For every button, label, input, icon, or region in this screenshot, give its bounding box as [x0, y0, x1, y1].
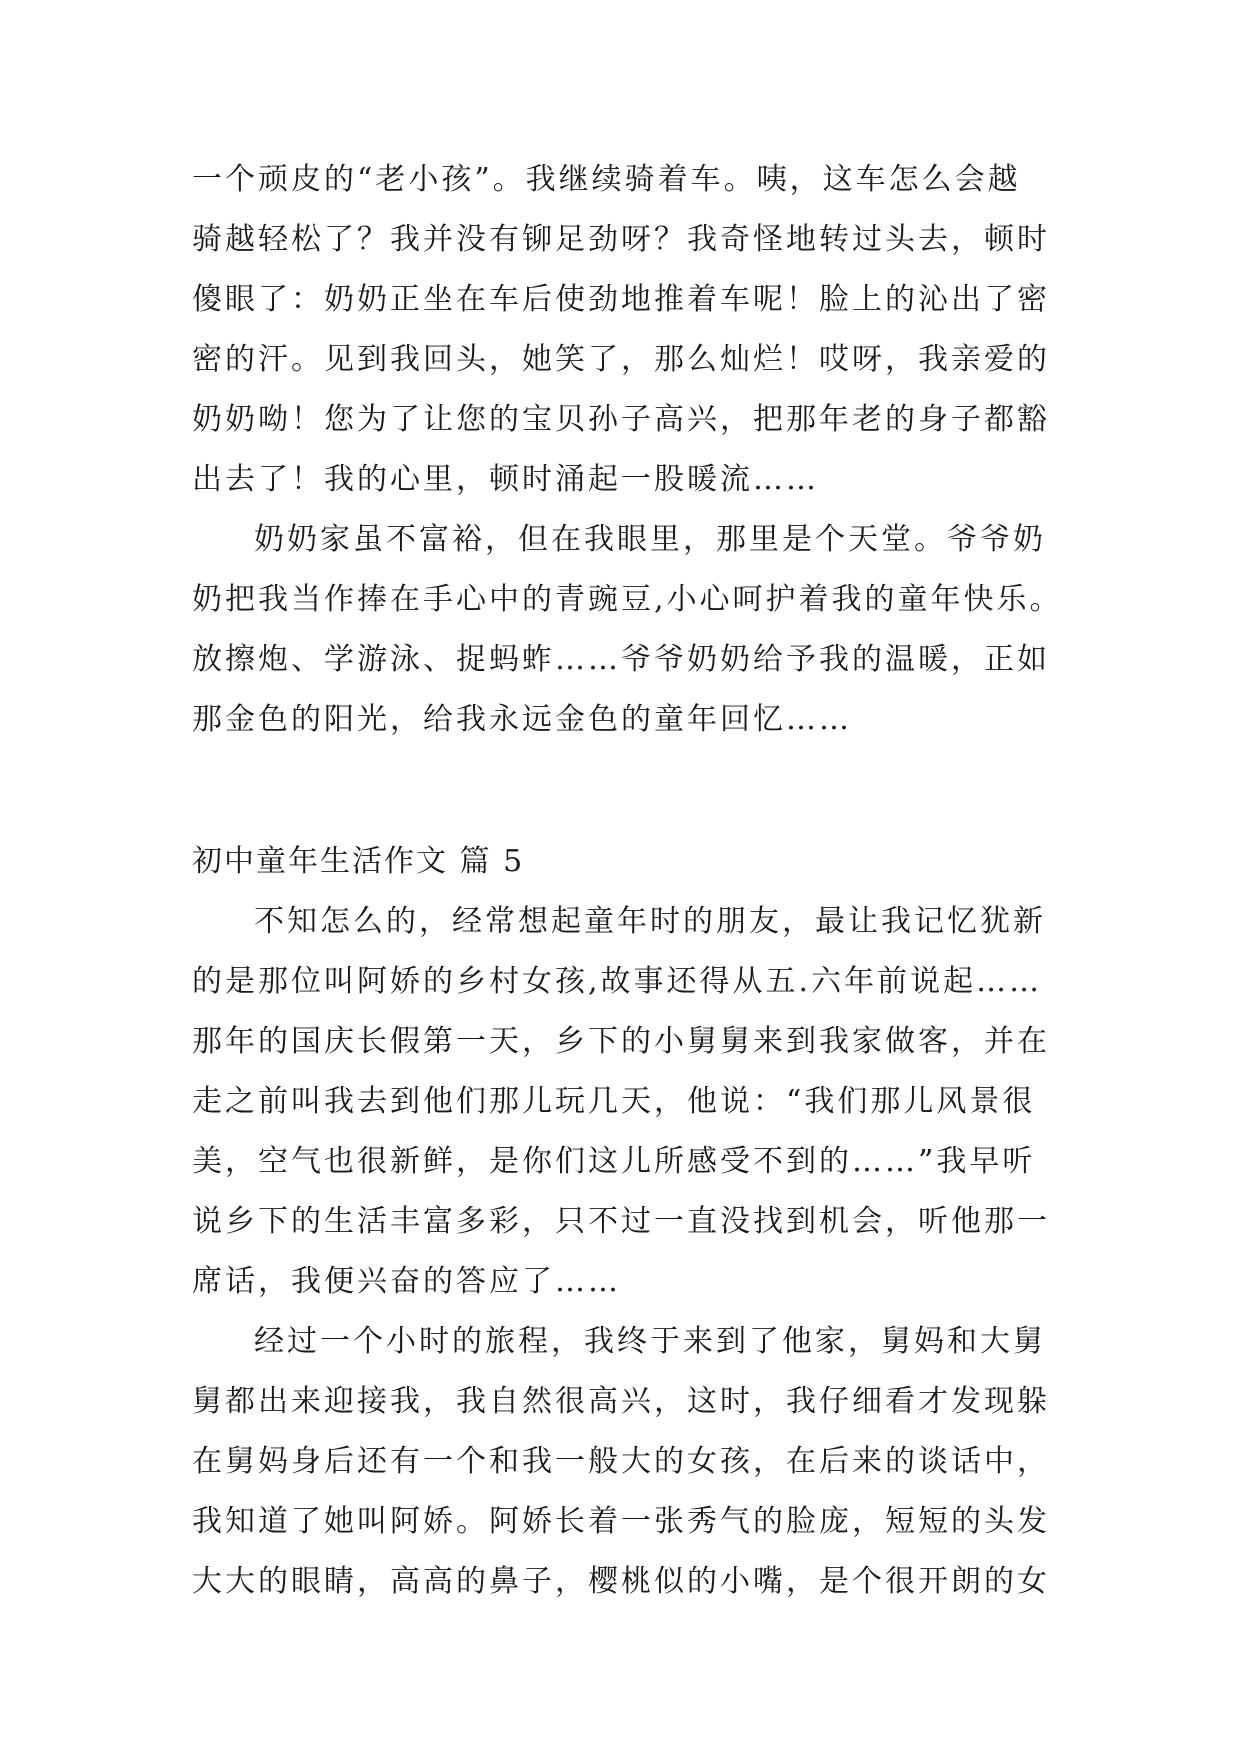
- text-line: 奶奶家虽不富裕，但在我眼里，那里是个天堂。爷爷奶: [254, 522, 1046, 557]
- text-line: 在舅妈身后还有一个和我一般大的女孩，在后来的谈话中，: [192, 1444, 1050, 1479]
- paragraph: [192, 892, 1052, 1312]
- text-line: 经过一个小时的旅程，我终于来到了他家，舅妈和大舅: [254, 1324, 1046, 1359]
- paragraph: [192, 510, 1063, 750]
- text-line: 那金色的阳光，给我永远金色的童年回忆……: [192, 702, 852, 737]
- text-line: 舅都出来迎接我，我自然很高兴，这时，我仔细看才发现躲: [192, 1384, 1050, 1419]
- text-line: 走之前叫我去到他们那儿玩几天，他说：“我们那儿风景很: [192, 1084, 1036, 1119]
- paragraph: [192, 1312, 1052, 1612]
- text-line: 出去了！我的心里，顿时涌起一股暖流……: [192, 462, 819, 497]
- text-line: 奶奶呦！您为了让您的宝贝孙子高兴，把那年老的身子都豁: [192, 402, 1050, 437]
- text-line: 骑越轻松了？我并没有铆足劲呀？我奇怪地转过头去，顿时: [192, 222, 1050, 257]
- text-line: 密的汗。见到我回头，她笑了，那么灿烂！哎呀，我亲爱的: [192, 342, 1050, 377]
- text-line: 那年的国庆长假第一天，乡下的小舅舅来到我家做客，并在: [192, 1024, 1050, 1059]
- text-line: 傻眼了：奶奶正坐在车后使劲地推着车呢！脸上的沁出了密: [192, 282, 1050, 317]
- text-line: 大大的眼睛，高高的鼻子，樱桃似的小嘴，是个很开朗的女: [192, 1564, 1050, 1599]
- section-spacer: [192, 750, 1052, 832]
- text-line: 奶把我当作捧在手心中的青豌豆,小心呵护着我的童年快乐。: [192, 582, 1063, 617]
- text-line: 席话，我便兴奋的答应了……: [192, 1264, 621, 1299]
- text-line: 我知道了她叫阿娇。阿娇长着一张秀气的脸庞，短短的头发: [192, 1504, 1050, 1539]
- text-line: 一个顽皮的“老小孩”。我继续骑着车。咦，这车怎么会越: [192, 162, 1021, 197]
- text-line: 美，空气也很新鲜，是你们这儿所感受不到的……”我早听: [192, 1144, 1036, 1179]
- paragraph: [192, 150, 1052, 510]
- section-heading: 初中童年生活作文 篇 5: [192, 844, 525, 879]
- text-line: 说乡下的生活丰富多彩，只不过一直没找到机会，听他那一: [192, 1204, 1050, 1239]
- document-body: [192, 150, 1063, 1612]
- text-line: 的是那位叫阿娇的乡村女孩,故事还得从五.六年前说起……: [192, 964, 1043, 999]
- text-line: 放擦炮、学游泳、捉蚂蚱……爷爷奶奶给予我的温暖，正如: [192, 642, 1050, 677]
- text-line: 不知怎么的，经常想起童年时的朋友，最让我记忆犹新: [254, 904, 1046, 939]
